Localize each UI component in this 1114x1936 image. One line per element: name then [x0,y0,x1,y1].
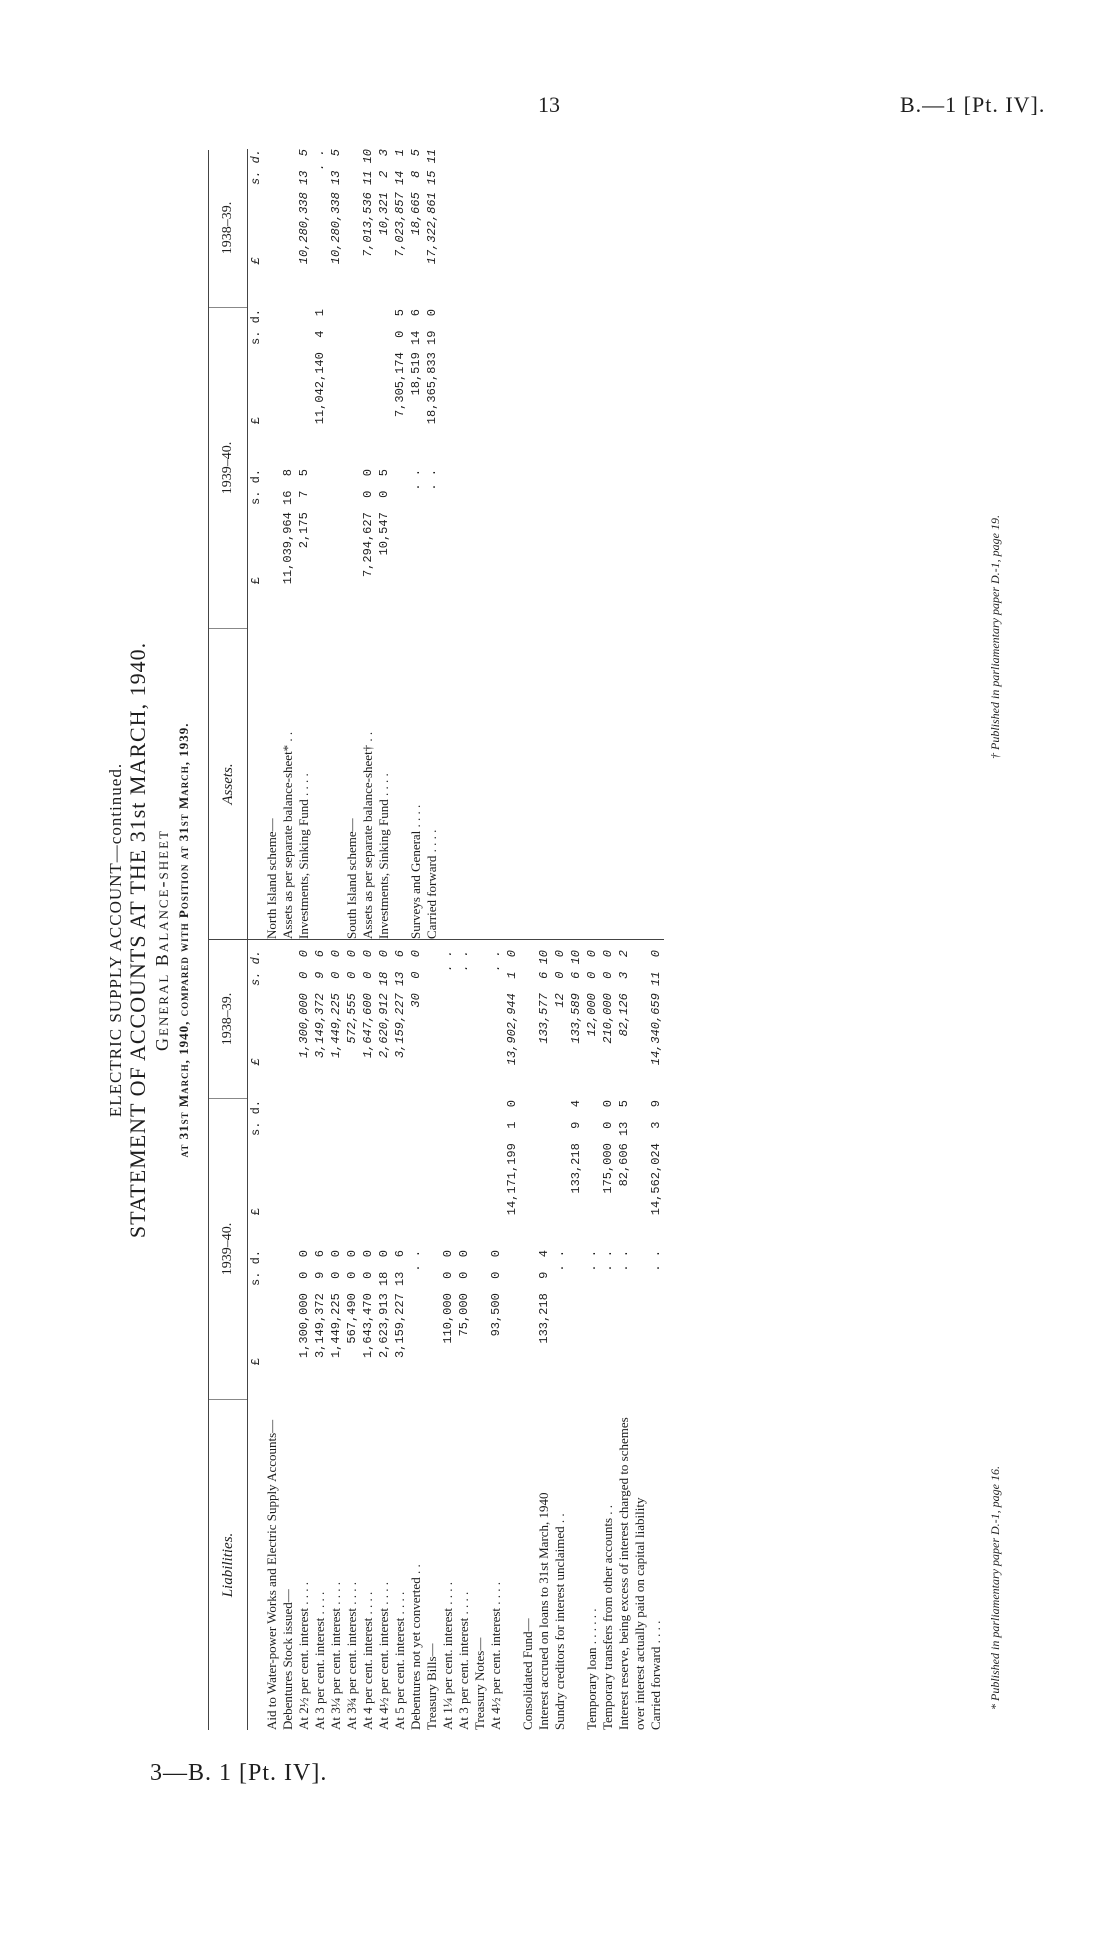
liabilities-amount-c3: 133,589 6 10 [569,950,583,1044]
assets-amount-c1: 11,039,964 16 8 [281,469,295,585]
assets-description: North Island scheme— [264,818,279,939]
units-label: £ s. d. [249,1250,263,1366]
assets-header [209,149,248,939]
liabilities-description: Interest accrued on loans to 31st March, 1940 [536,1492,551,1730]
liabilities-description: Temporary transfers from other accounts . . [600,1504,615,1730]
liabilities-row [424,940,440,1730]
liabilities-amount-c2: 14,562,024 3 9 [649,1100,663,1216]
liabilities-year-previous: 1938–39. [209,940,247,1099]
liabilities-amount-c1: 110,000 0 0 [441,1250,455,1344]
page-number: 13 [538,92,560,117]
liabilities-amount-c1: . . [409,1250,423,1272]
liabilities-row [312,940,328,1730]
liabilities-amount-c2: 175,000 0 0 [601,1100,615,1194]
balance-sheet-table [208,149,1002,1730]
liabilities-amount-c1: 3,149,372 9 6 [313,1250,327,1359]
liabilities-row [472,940,488,1730]
balance-sheet-title: General Balance-sheet [152,829,172,1051]
assets-amount-c3: 7,023,857 14 1 [393,149,407,258]
units-label: £ s. d. [249,309,263,425]
assets-row [280,149,296,939]
assets-amount-c2: 18,365,833 19 0 [425,309,439,425]
liabilities-amount-c3: 1,449,225 0 0 [329,950,343,1059]
assets-row [328,149,344,939]
liabilities-description: Interest reserve, being excess of interest charged to schemes over interest actually paid on capital liability [616,1417,647,1730]
liabilities-amount-c3: 1,647,600 0 0 [361,950,375,1059]
liabilities-amount-c3: 210,000 0 0 [601,950,615,1044]
assets-row [392,149,408,939]
liabilities-row [552,940,568,1730]
assets-description: Surveys and General . . . . [408,804,423,939]
liabilities-amount-c1: 133,218 9 4 [537,1250,551,1344]
assets-row [296,149,312,939]
liabilities-description: At 3¾ per cent. interest . . . . [344,1581,359,1730]
liabilities-units-row [248,940,264,1730]
units-label: £ s. d. [249,1100,263,1216]
assets-amount-c3: 18,665 8 5 [409,149,423,236]
liabilities-row [328,940,344,1730]
footnote-liabilities: * Published in parliamentary paper D.-1, page 16. [988,1466,1002,1710]
liabilities-description: Debentures not yet converted . . [408,1564,423,1730]
liabilities-description: At 3 per cent. interest . . . . [456,1591,471,1730]
units-label: £ s. d. [249,950,263,1066]
liabilities-amount-c3: 1,300,000 0 0 [297,950,311,1059]
liabilities-heading: Liabilities. [220,1532,236,1598]
liabilities-row [408,940,424,1730]
liabilities-row [392,940,408,1730]
assets-amount-c1: 10,547 0 5 [377,469,391,556]
liabilities-header [209,940,248,1730]
liabilities-row [376,940,392,1730]
liabilities-amount-c1: 1,449,225 0 0 [329,1250,343,1359]
account-title: ELECTRIC SUPPLY ACCOUNT—continued. [106,762,125,1118]
assets-amount-c3: 10,280,338 13 5 [297,149,311,265]
assets-description: Carried forward . . . . [424,829,439,939]
balance-sheet [100,149,1002,1730]
page-header [0,0,1114,130]
footnote-assets: † Published in parliamentary paper D.-1, page 19. [988,515,1002,759]
assets-description: South Island scheme— [344,818,359,939]
liabilities-amount-c3: 30 0 0 [409,950,423,1008]
liabilities-amount-c2: 14,171,199 1 0 [505,1100,519,1216]
assets-row [360,149,376,939]
liabilities-description: At 5 per cent. interest . . . . [392,1591,407,1730]
liabilities-amount-c1: 1,300,000 0 0 [297,1250,311,1359]
liabilities-amount-c1: 567,490 0 0 [345,1250,359,1344]
liabilities-section [209,939,1002,1730]
assets-row [376,149,392,939]
assets-amount-c1: . . [409,469,423,491]
liabilities-rows [264,940,664,1730]
liabilities-amount-c2: 133,218 9 4 [569,1100,583,1194]
liabilities-amount-c1: 3,159,227 13 6 [393,1250,407,1359]
liabilities-description: Debentures Stock issued— [280,1589,295,1730]
liabilities-amount-c1: . . [553,1250,567,1272]
assets-row [344,149,360,939]
assets-section [209,149,1002,939]
liabilities-row [456,940,472,1730]
assets-amount-c2: 18,519 14 6 [409,309,423,396]
liabilities-row [504,940,520,1730]
liabilities-amount-c1: 1,643,470 0 0 [361,1250,375,1359]
liabilities-row [488,940,504,1730]
liabilities-amount-c2: 82,606 13 5 [617,1100,631,1187]
title-block [108,150,192,1730]
assets-heading: Assets. [220,763,236,805]
assets-units-row [248,149,264,939]
assets-amount-c2: 7,305,174 0 5 [393,309,407,418]
liabilities-year-current: 1939–40. [209,1099,247,1400]
assets-amount-c3: . . [313,149,327,171]
liabilities-row [360,940,376,1730]
balance-sheet-subtitle: at 31st March, 1940, compared with Position at 31st March, 1939. [176,722,191,1158]
assets-year-previous: 1938–39. [209,149,247,308]
assets-description: Assets as per separate balance-sheet* . . [280,731,295,939]
document-reference-side: 3—B. 1 [Pt. IV]. [150,1760,328,1786]
assets-amount-c1: 7,294,627 0 0 [361,469,375,578]
liabilities-amount-c3: 12 0 0 [553,950,567,1008]
liabilities-description: Carried forward . . . . [648,1620,663,1730]
assets-amount-c2: 11,042,140 4 1 [313,309,327,425]
liabilities-amount-c3: 13,902,944 1 0 [505,950,519,1066]
assets-description: Investments, Sinking Fund . . . . [376,773,391,939]
liabilities-description: Treasury Notes— [472,1637,487,1730]
liabilities-row [440,940,456,1730]
liabilities-amount-c3: 133,577 6 10 [537,950,551,1044]
liabilities-description: Aid to Water-power Works and Electric Supply Accounts— [264,1419,279,1730]
liabilities-description: At 2½ per cent. interest . . . . [296,1581,311,1730]
liabilities-amount-c1: 93,500 0 0 [489,1250,503,1337]
liabilities-row [264,940,280,1730]
assets-amount-c1: 2,175 7 5 [297,469,311,549]
liabilities-description: At 4 per cent. interest . . . . [360,1591,375,1730]
liabilities-amount-c1: 2,623,913 18 0 [377,1250,391,1359]
liabilities-amount-c3: 3,149,372 9 6 [313,950,327,1059]
assets-description: Investments, Sinking Fund . . . . [296,773,311,939]
liabilities-description: At 4½ per cent. interest . . . . [376,1581,391,1730]
liabilities-description: At 3 per cent. interest . . . . [312,1591,327,1730]
liabilities-amount-c1: 75,000 0 0 [457,1250,471,1337]
liabilities-row [648,940,664,1730]
assets-amount-c3: 7,013,536 11 10 [361,149,375,258]
statement-title: STATEMENT OF ACCOUNTS AT THE 31st MARCH, 1940. [125,641,150,1239]
assets-description: Assets as per separate balance-sheet† . . [360,731,375,939]
liabilities-amount-c1: . . [617,1250,631,1272]
liabilities-description: At 4½ per cent. interest . . . . [488,1581,503,1730]
liabilities-description: At 1¼ per cent. interest . . . . [440,1581,455,1730]
assets-amount-c3: 10,280,338 13 5 [329,149,343,265]
liabilities-amount-c3: 3,159,227 13 6 [393,950,407,1059]
liabilities-row [584,940,600,1730]
liabilities-amount-c1: . . [649,1250,663,1272]
liabilities-amount-c3: 2,620,912 18 0 [377,950,391,1059]
liabilities-row [568,940,584,1730]
liabilities-row [600,940,616,1730]
units-label: £ s. d. [249,469,263,585]
assets-row [424,149,440,939]
assets-year-current: 1939–40. [209,308,247,629]
liabilities-amount-c3: . . [441,950,455,972]
liabilities-description: Treasury Bills— [424,1643,439,1730]
liabilities-amount-c3: 12,000 0 0 [585,950,599,1037]
assets-amount-c3: 17,322,861 15 11 [425,149,439,265]
liabilities-amount-c3: 572,555 0 0 [345,950,359,1044]
liabilities-amount-c1: . . [585,1250,599,1272]
liabilities-row [616,940,648,1730]
liabilities-amount-c3: . . [489,950,503,972]
liabilities-row [344,940,360,1730]
liabilities-row [520,940,536,1730]
liabilities-description: Sundry creditors for interest unclaimed . . [552,1513,567,1730]
liabilities-description: Consolidated Fund— [520,1618,535,1730]
assets-row [312,149,328,939]
liabilities-description: At 3¼ per cent. interest . . . . [328,1581,343,1730]
assets-row [264,149,280,939]
liabilities-amount-c3: 14,340,659 11 0 [649,950,663,1066]
liabilities-description: Temporary loan . . . . . . [584,1608,599,1730]
liabilities-amount-c3: . . [457,950,471,972]
document-reference-top: B.—1 [Pt. IV]. [900,92,1046,117]
assets-rows [264,149,440,939]
assets-row [408,149,424,939]
liabilities-row [296,940,312,1730]
assets-amount-c1: . . [425,469,439,491]
liabilities-row [280,940,296,1730]
liabilities-amount-c1: . . [601,1250,615,1272]
liabilities-amount-c3: 82,126 3 2 [617,950,631,1037]
liabilities-row [536,940,552,1730]
units-label: £ s. d. [249,149,263,265]
assets-amount-c3: 10,321 2 3 [377,149,391,236]
